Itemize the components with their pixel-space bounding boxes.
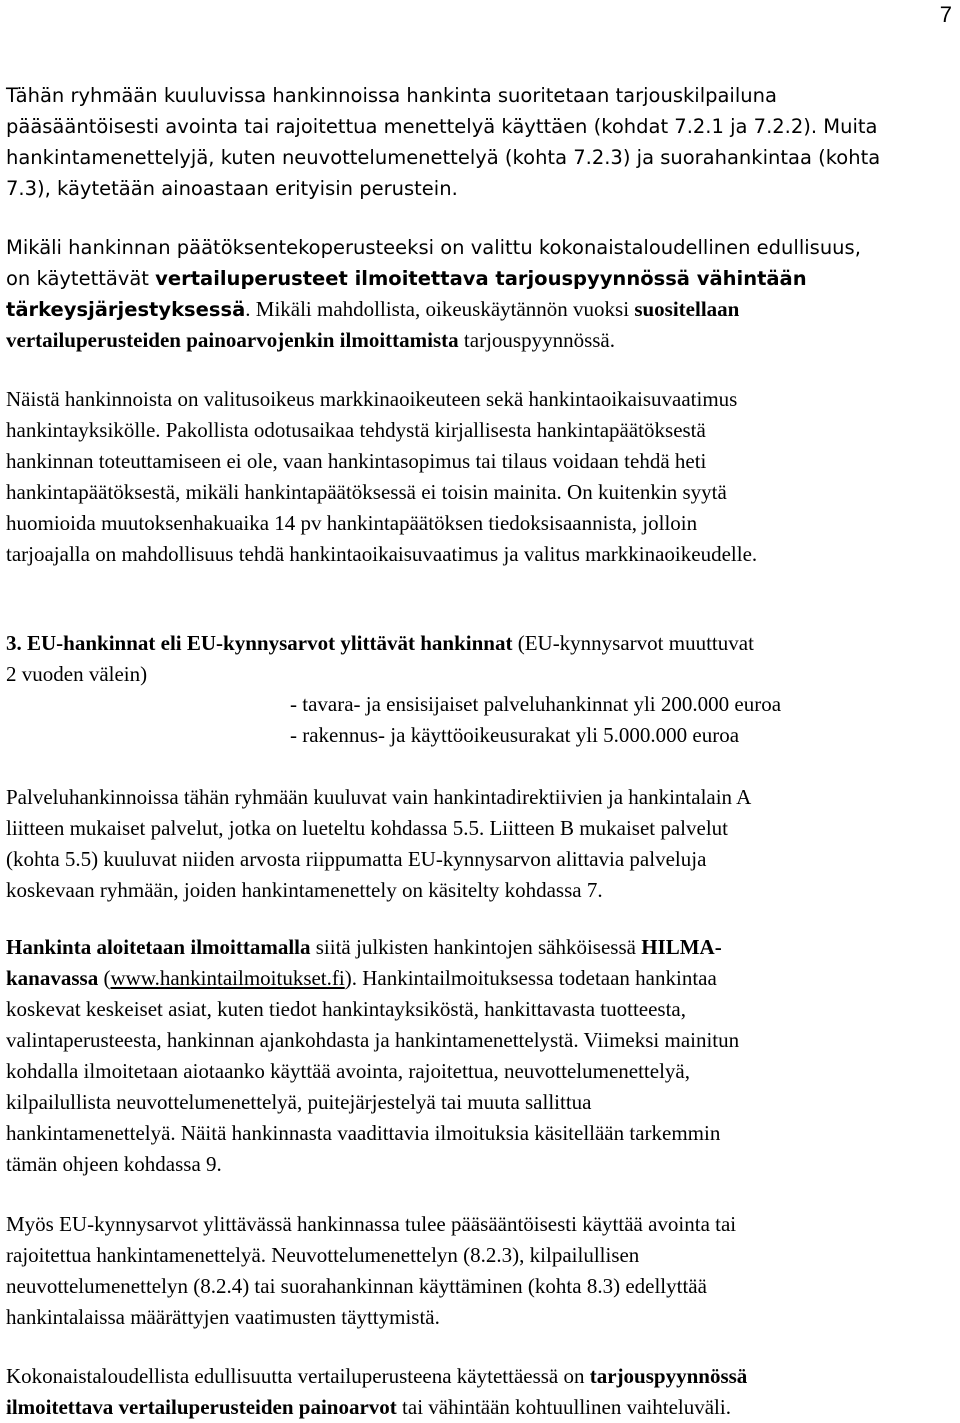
text-line: tarjoajalla on mahdollisuus tehdä hankintaoikaisuvaatimus ja valitus markkinaoikeudelle.: [6, 542, 758, 566]
threshold-list: [290, 689, 781, 751]
text-line: hankintamenettelyä. Näitä hankinnasta vaadittavia ilmoituksia käsitellään tarkemmin: [6, 1121, 721, 1145]
text-line: kohdalla ilmoitetaan aiotaanko käyttää avointa, rajoitettua, neuvottelumenettelyä,: [6, 1059, 690, 1083]
text-line: koskevaan ryhmään, joiden hankintamenettely on käsitelty kohdassa 7.: [6, 878, 603, 902]
text-run: siitä julkisten hankintojen sähköisessä: [310, 935, 642, 959]
bold-run: vertailuperusteet ilmoitettava tarjouspyynnössä vähintään: [155, 267, 807, 290]
bold-run: suositellaan: [634, 297, 740, 321]
text-run: ). Hankintailmoituksessa todetaan hankintaa: [344, 966, 717, 990]
text-run: tai vähintään kohtuullinen vaihteluväli.: [396, 1395, 731, 1419]
text-line: [6, 294, 956, 325]
paragraph-service-procurements: [6, 782, 956, 906]
bold-run: Hankinta aloitetaan ilmoittamalla: [6, 935, 311, 959]
text-line: Tähän ryhmään kuuluvissa hankinnoissa hankinta suoritetaan tarjouskilpailuna: [6, 84, 777, 107]
text-line: Mikäli hankinnan päätöksentekoperusteeksi on valittu kokonaistaloudellinen edullisuus,: [6, 236, 861, 259]
text-line: koskevat keskeiset asiat, kuten tiedot hankintayksiköstä, hankittavasta tuotteesta,: [6, 997, 686, 1021]
text-line: [6, 1392, 956, 1423]
page-number: 7: [939, 2, 952, 27]
text-line: [6, 325, 956, 356]
text-line: [6, 263, 956, 294]
bold-run: tärkeysjärjestyksessä: [6, 298, 246, 321]
heading-line: [6, 628, 956, 659]
text-run: (: [98, 966, 111, 990]
text-line: pääsääntöisesti avointa tai rajoitettua menettelyä käyttäen (kohdat 7.2.1 ja 7.2.2). Muita: [6, 115, 878, 138]
text-run: tarjouspyynnössä.: [458, 328, 615, 352]
list-item: - tavara- ja ensisijaiset palveluhankinnat yli 200.000 euroa: [290, 692, 782, 716]
text-line: kilpailullista neuvottelumenettelyä, puitejärjestelyä tai muuta sallittua: [6, 1090, 592, 1114]
heading-note: (EU-kynnysarvot muuttuvat: [512, 631, 754, 655]
paragraph-weighting: [6, 1361, 956, 1423]
text-line: tämän ohjeen kohdassa 9.: [6, 1152, 222, 1176]
paragraph-evaluation-criteria: [6, 232, 956, 356]
text-line: liitteen mukaiset palvelut, jotka on lueteltu kohdassa 5.5. Liitteen B mukaiset palvelut: [6, 816, 729, 840]
paragraph-eu-procedures: [6, 1209, 956, 1333]
text-line: Näistä hankinnoista on valitusoikeus markkinaoikeuteen sekä hankintaoikaisuvaatimus: [6, 387, 738, 411]
bold-run: kanavassa: [6, 966, 99, 990]
text-line: huomioida muutoksenhakuaika 14 pv hankintapäätöksen tiedoksisaannista, jolloin: [6, 511, 698, 535]
text-line: Myös EU-kynnysarvot ylittävässä hankinnassa tulee pääsääntöisesti käyttää avointa tai: [6, 1212, 737, 1236]
text-line: hankinnan toteuttamiseen ei ole, vaan hankintasopimus tai tilaus voidaan tehdä heti: [6, 449, 707, 473]
text-line: hankintalaissa määrättyjen vaatimusten täyttymistä.: [6, 1305, 440, 1329]
text-line: [6, 1361, 956, 1392]
section-heading: [6, 628, 956, 690]
hilma-link[interactable]: www.hankintailmoitukset.fi: [110, 966, 345, 990]
text-line: 7.3), käytetään ainoastaan erityisin perustein.: [6, 177, 458, 200]
text-line: (kohta 5.5) kuuluvat niiden arvosta riippumatta EU-kynnysarvon alittavia palveluja: [6, 847, 707, 871]
text-line: rajoitettua hankintamenettelyä. Neuvottelumenettelyn (8.2.3), kilpailullisen: [6, 1243, 640, 1267]
text-line: Palveluhankinnoissa tähän ryhmään kuuluvat vain hankintadirektiivien ja hankintalain A: [6, 785, 752, 809]
paragraph-appeal-rights: [6, 384, 956, 570]
paragraph-hilma-notice: [6, 932, 956, 1180]
text-run: on käytettävät: [6, 267, 156, 290]
text-line: hankintamenettelyjä, kuten neuvottelumenettelyä (kohta 7.2.3) ja suorahankintaa (kohta: [6, 146, 881, 169]
paragraph-group-scope: [6, 80, 956, 204]
text-line: hankintapäätöksestä, mikäli hankintapäätöksessä ei toisin mainita. On kuitenkin syytä: [6, 480, 727, 504]
list-item: - rakennus- ja käyttöoikeusurakat yli 5.000.000 euroa: [290, 723, 740, 747]
text-line: [6, 963, 956, 994]
text-line: [6, 932, 956, 963]
heading-line: 2 vuoden välein): [6, 662, 148, 686]
heading-title: 3. EU-hankinnat eli EU-kynnysarvot ylittävät hankinnat: [6, 631, 513, 655]
text-line: hankintayksikölle. Pakollista odotusaikaa tehdystä kirjallisesta hankintapäätöksestä: [6, 418, 706, 442]
bold-run: tarjouspyynnössä: [589, 1364, 748, 1388]
text-run: Kokonaistaloudellista edullisuutta vertailuperusteena käytettäessä on: [6, 1364, 590, 1388]
bold-run: ilmoitettava vertailuperusteiden painoarvot: [6, 1395, 397, 1419]
bold-run: HILMA-: [641, 935, 722, 959]
bold-run: vertailuperusteiden painoarvojenkin ilmoittamista: [6, 328, 459, 352]
text-line: neuvottelumenettelyn (8.2.4) tai suorahankinnan käyttäminen (kohta 8.3) edellyttää: [6, 1274, 707, 1298]
text-run: . Mikäli mahdollista, oikeuskäytännön vuoksi: [245, 297, 635, 321]
text-line: valintaperusteesta, hankinnan ajankohdasta ja hankintamenettelystä. Viimeksi mainitun: [6, 1028, 740, 1052]
